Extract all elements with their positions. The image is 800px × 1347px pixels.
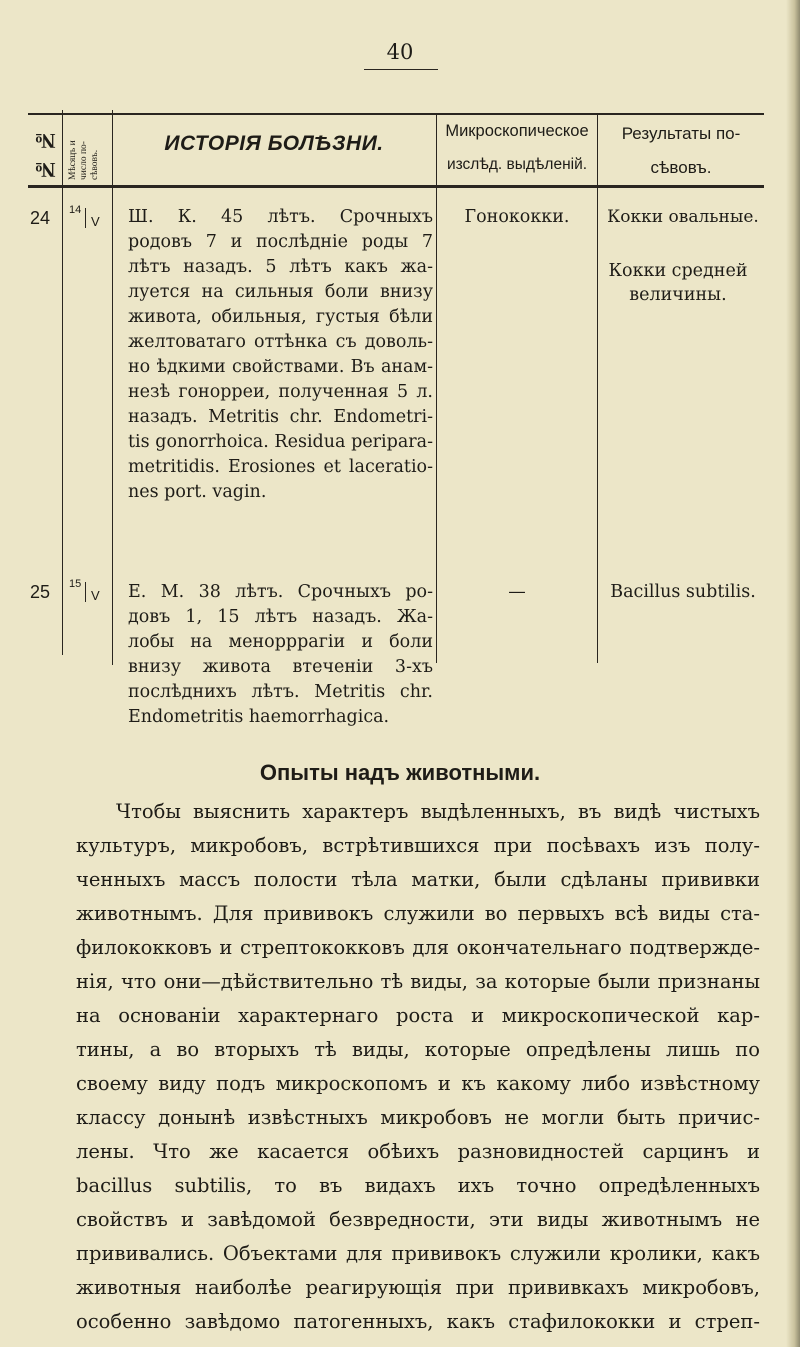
paragraph-line: ченныхъ массъ полости тѣла матки, были сдѣланы прививки [76, 868, 760, 891]
column-rule [436, 115, 437, 663]
history-line: Ш. К. 45 лѣтъ. Срочныхъ [128, 207, 433, 227]
culture-result: Кокки средней [608, 261, 748, 281]
column-rule [597, 115, 598, 663]
table-top-rule [28, 113, 764, 115]
section-title: Опыты надъ животными. [259, 760, 541, 785]
history-line: tis gonorrhoica. Residua peripara- [128, 432, 433, 452]
paragraph-line: своему виду подъ микроскопомъ и къ какому либо извѣстному [76, 1072, 760, 1095]
page-number-underline [364, 69, 438, 70]
culture-result: величины. [629, 285, 727, 305]
paragraph-line: животныя наиболѣе реагирующія при прививкахъ микробовъ, [76, 1276, 760, 1299]
paragraph-line: особенно завѣдомо патогенныхъ, какъ стафилококки и стреп- [76, 1310, 760, 1333]
history-line: незѣ гонорреи, полученная 5 л. [128, 382, 433, 402]
microscopy-result: — [508, 582, 526, 602]
header-microscopy-line1: Микроскопическое [445, 122, 589, 140]
paragraph-line: лены. Что же касается обѣихъ разновидностей сарцинъ и [76, 1140, 760, 1163]
culture-result: Кокки овальные. [607, 207, 759, 227]
history-line: назадъ. Metritis chr. Endometri- [128, 407, 433, 427]
page-edge-shadow [786, 0, 800, 1347]
history-line: довъ 1, 15 лѣтъ назадъ. Жа- [128, 607, 433, 627]
microscopy-result: Гонококки. [464, 207, 570, 227]
row-day: 14 [69, 204, 82, 216]
row-day: 15 [69, 578, 82, 590]
history-line: Е. М. 38 лѣтъ. Срочныхъ ро- [128, 582, 433, 602]
paragraph-line: классу донынѣ извѣстныхъ микробовъ не могли быть причис- [76, 1106, 760, 1129]
culture-result: Bacillus subtilis. [610, 582, 756, 602]
history-line: но ѣдкими свойствами. Въ анам- [128, 357, 433, 377]
history-line: живота, обильныя, густыя бѣли [128, 307, 433, 327]
history-line: послѣднихъ лѣтъ. Metritis chr. [128, 682, 433, 702]
header-results-line2: сѣвовъ. [650, 158, 712, 177]
column-rule [62, 110, 63, 655]
history-line: Endometritis haemorrhagica. [128, 707, 390, 727]
history-line: лобы на менорррагіи и боли [128, 632, 433, 652]
row-month: V [91, 588, 100, 603]
paragraph-line: свойствъ и завѣдомой безвредности, эти виды животнымъ не [76, 1208, 760, 1231]
row-number: 25 [30, 582, 51, 602]
paragraph-line: нія, что они—дѣйствительно тѣ виды, за которые были признаны [76, 970, 760, 993]
table-header-rule [28, 185, 764, 188]
history-line: желтоватаго оттѣнка съ доволь- [128, 332, 433, 352]
header-microscopy-line2: изслѣд. выдѣленій. [446, 156, 588, 173]
paragraph-line: культуръ, микробовъ, встрѣтившихся при посѣвахъ изъ полу- [76, 834, 760, 857]
history-line: луется на сильныя боли внизу [128, 282, 433, 302]
header-number: № № [33, 128, 57, 182]
row-day-divider [85, 208, 86, 228]
paragraph-line: Чтобы выяснить характеръ выдѣленныхъ, въ видѣ чистыхъ [116, 800, 760, 823]
history-line: nes port. vagin. [128, 482, 267, 502]
paragraph-line: филококковъ и стрептококковъ для окончательнаго подтвержде- [76, 936, 760, 959]
column-rule [112, 110, 113, 665]
history-line: лѣтъ назадъ. 5 лѣтъ какъ жа- [128, 257, 433, 277]
history-line: внизу живота втеченіи 3-хъ [128, 657, 433, 677]
row-month: V [91, 214, 100, 229]
paragraph-line: тины, а во вторыхъ тѣ виды, которые опредѣлены лишь по [76, 1038, 760, 1061]
header-results-line1: Результаты по- [621, 124, 741, 143]
paragraph-line: животнымъ. Для прививокъ служили во первыхъ всѣ виды ста- [76, 902, 760, 925]
paragraph-line: на основаніи характернаго роста и микроскопической кар- [76, 1004, 760, 1027]
paragraph-line: прививались. Объектами для прививокъ служили кролики, какъ [76, 1242, 760, 1265]
history-line: родовъ 7 и послѣдніе роды 7 [128, 232, 433, 252]
history-line: metritidis. Erosiones et laceratio- [128, 457, 433, 477]
row-number: 24 [30, 208, 51, 228]
header-history: ИСТОРІЯ БОЛѢЗНИ. [164, 132, 384, 155]
page-number: 40 [386, 40, 414, 64]
row-day-divider [85, 582, 86, 602]
paragraph-line: bacillus subtilis, то въ видахъ ихъ точно опредѣленныхъ [76, 1174, 760, 1197]
header-months: Мѣсяцъ и число по-сѣвовъ. [68, 140, 100, 180]
